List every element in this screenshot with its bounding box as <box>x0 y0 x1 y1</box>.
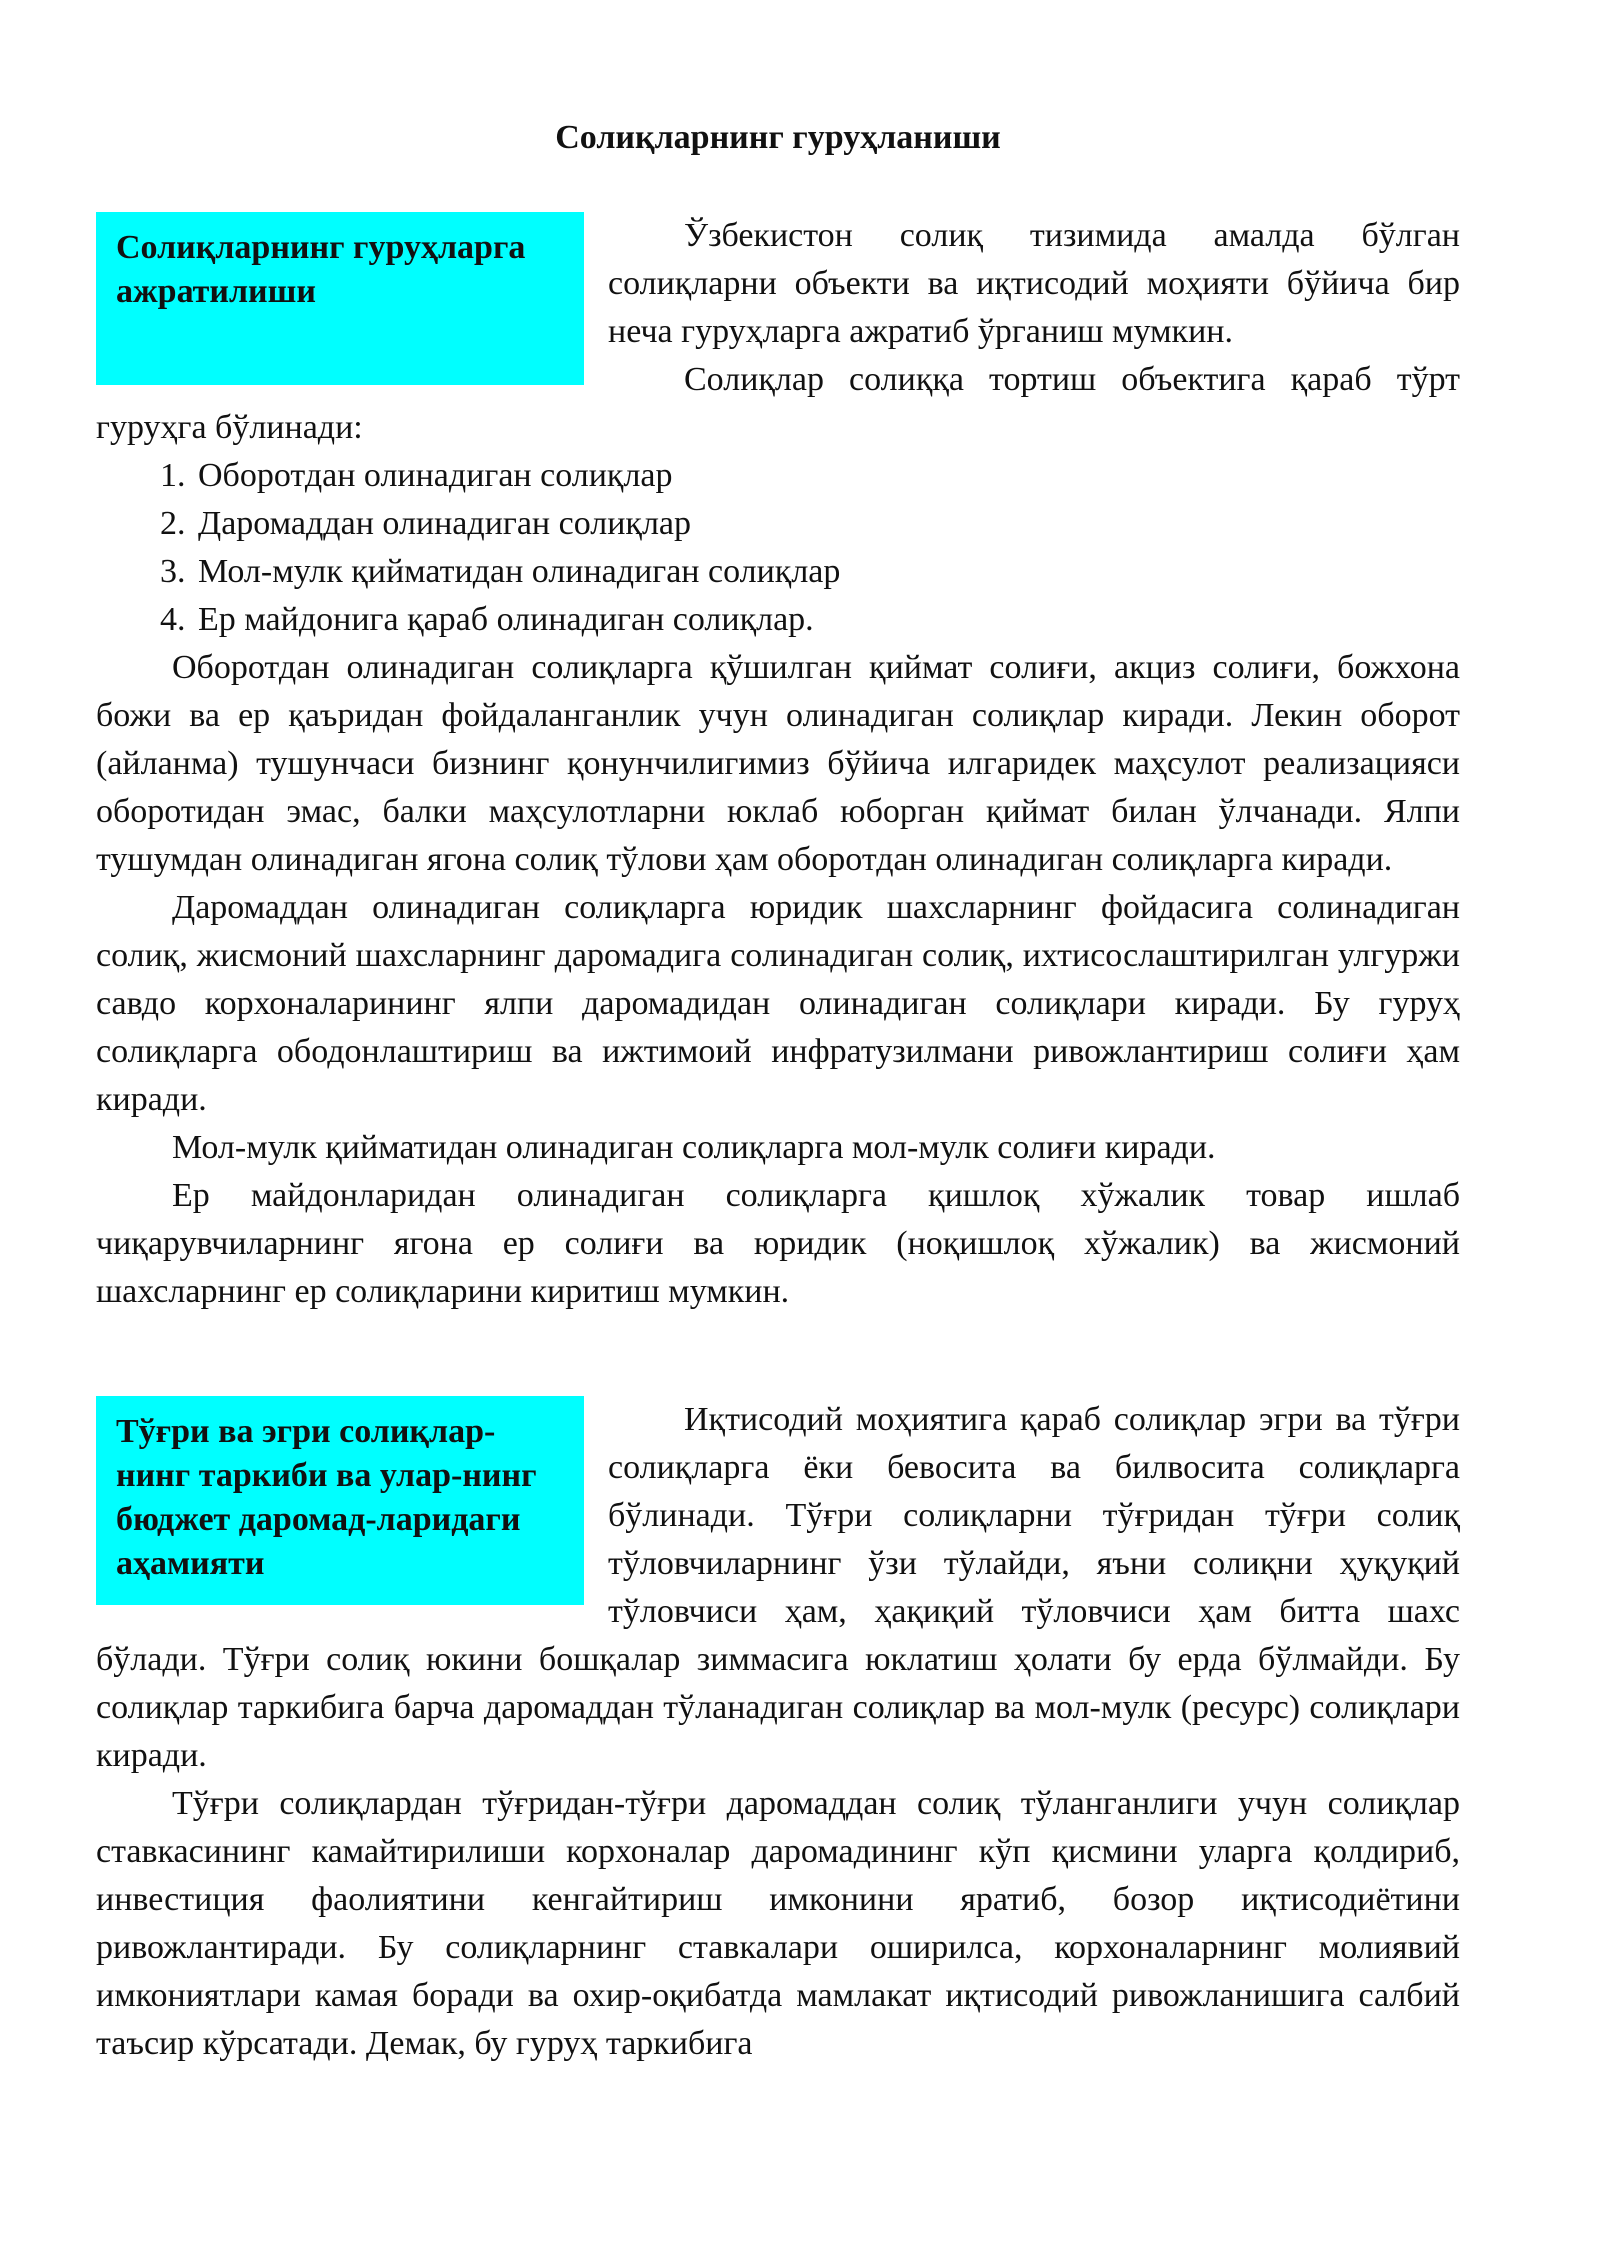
body-paragraph: Тўғри солиқлардан тўғридан-тўғри даромаддан солиқ тўланганлиги учун солиқлар ставкасининг камайтирилиши корхоналар даромадининг кўп қисмини уларга қолдириб, инвестиция фаолиятини кенгайтириш имконини яратиб, бозор иқтисодиётини ривожлантиради. Бу солиқларнинг ставкалари оширилса, корхоналарнинг молиявий имкониятлари камая боради ва охир-оқибатда мамлакат иқтисодий ривожланишига салбий таъсир кўрсатади. Демак, бу гуруҳ таркибига <box>96 1785 1460 2062</box>
body-paragraph: Иқтисодий моҳиятига қараб солиқлар эгри ва тўғри солиқларга ёки бевосита ва билвосита солиқларга бўлинади. Тўғри солиқларни тўғридан тўғри солиқ тўловчиларнинг ўзи тўлайди, яъни солиқни ҳуқуқий тўловчиси ҳам, ҳақиқий тўловчиси ҳам битта шахс бўлади. Тўғри солиқ юкини бошқалар зиммасига юклатиш ҳолати бу ерда бўлмайди. Бу солиқлар таркибига барча даромаддан тўланадиган солиқлар ва мол-мулк (ресурс) солиқлари киради. <box>96 1401 1460 1774</box>
body-paragraph: Оборотдан олинадиган солиқларга қўшилган қиймат солиғи, акциз солиғи, божхона божи ва ер қаъридан фойдаланганлик учун олинадиган солиқлар киради. Лекин оборот (айланма) тушунчаси бизнинг қонунчилигимиз бўйича илгаридек маҳсулот реализацияси оборотидан эмас, балки маҳсулотларни юклаб юборган қиймат билан ўлчанади. Ялпи тушумдан олинадиган ягона солиқ тўлови ҳам оборотдан олинадиган солиқларга киради. <box>96 649 1460 878</box>
intro-paragraph: Солиқлар солиққа тортиш объектига қараб тўрт гуруҳга бўлинади: <box>96 361 1460 446</box>
list-item: 3. Мол-мулк қийматидан олинадиган солиқлар <box>194 548 1460 596</box>
tax-group-list <box>96 452 1460 644</box>
body-paragraph: Ер майдонларидан олинадиган солиқларга қишлоқ хўжалик товар ишлаб чиқарувчиларнинг ягона ер солиғи ва юридик (ноқишлоқ хўжалик) ва жисмоний шахсларнинг ер солиқларини киритиш мумкин. <box>96 1177 1460 1310</box>
body-paragraph: Даромаддан олинадиган солиқларга юридик шахсларнинг фойдасига солинадиган солиқ, жисмоний шахсларнинг даромадига солинадиган солиқ, ихтисослаштирилган улгуржи савдо корхоналарининг ялпи даромадидан олинадиган солиқлари киради. Бу гуруҳ солиқларга ободонлаштириш ва ижтимоий инфратузилмани ривожлантириш солиғи ҳам киради. <box>96 889 1460 1118</box>
section-grouping <box>96 212 1460 1316</box>
list-item: 2. Даромаддан олинадиган солиқлар <box>194 500 1460 548</box>
section-heading-box: Тўғри ва эгри солиқлар-нинг таркиби ва улар-нинг бюджет даромад-ларидаги аҳамияти <box>96 1396 584 1605</box>
body-paragraph: Мол-мулк қийматидан олинадиган солиқларга мол-мулк солиғи киради. <box>172 1129 1216 1166</box>
section-heading-box: Солиқларнинг гуруҳларга ажратилиши <box>96 212 584 385</box>
intro-paragraph: Ўзбекистон солиқ тизимида амалда бўлган солиқларни объекти ва иқтисодий моҳияти бўйича бир неча гуруҳларга ажратиб ўрганиш мумкин. <box>608 217 1460 350</box>
list-item: 1. Оборотдан олинадиган солиқлар <box>194 452 1460 500</box>
list-item: 4. Ер майдонига қараб олинадиган солиқлар. <box>194 596 1460 644</box>
section-direct-indirect <box>96 1396 1460 2068</box>
page-title: Солиқларнинг гуруҳланиши <box>555 119 1001 156</box>
